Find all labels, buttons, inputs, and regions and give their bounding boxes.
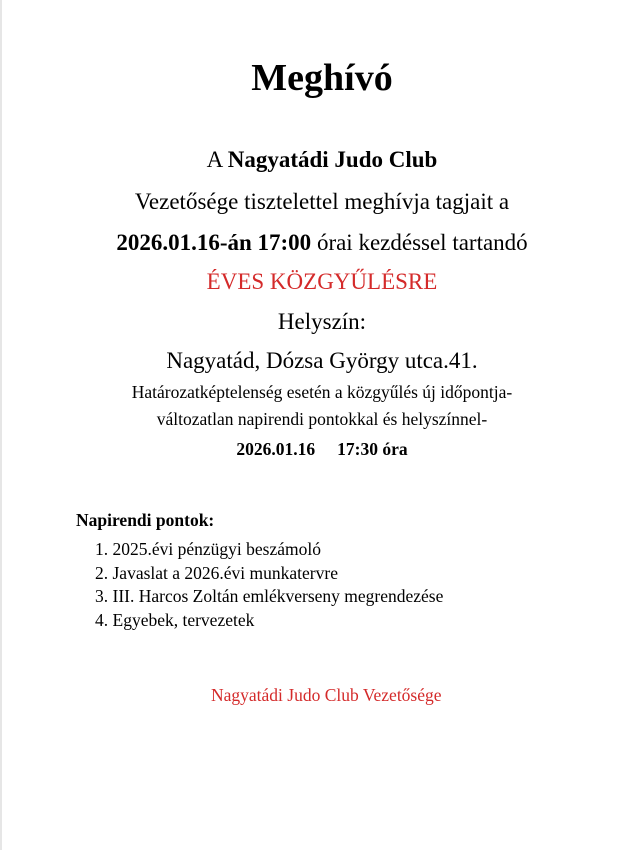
agenda-item-2: 2. Javaslat a 2026.évi munkatervre — [95, 562, 338, 583]
invitation-line-2: Vezetősége tisztelettel meghívja tagjait a — [134, 189, 510, 214]
fallback-date: 2026.01.16 — [236, 439, 316, 459]
fallback-datetime — [0, 439, 644, 460]
fallback-line-2: változatlan napirendi pontokkal és helyszínnel- — [156, 409, 488, 429]
invitation-line-3 — [0, 230, 644, 256]
meeting-datetime: 2026.01.16-án 17:00 — [116, 230, 312, 255]
invitation-line-3-suffix: órai kezdéssel tartandó — [311, 230, 528, 255]
fallback-line-1: Határozatképtelenség esetén a közgyűlés új időpontja- — [131, 382, 513, 402]
fallback-time: 17:30 óra — [337, 439, 408, 459]
agenda-item-4: 4. Egyebek, tervezetek — [95, 609, 255, 630]
location-label: Helyszín: — [277, 309, 367, 334]
signature: Nagyatádi Judo Club Vezetősége — [211, 685, 442, 705]
location-address: Nagyatád, Dózsa György utca.41. — [166, 348, 478, 373]
invitation-line-1 — [0, 147, 644, 173]
agenda-item-3: 3. III. Harcos Zoltán emlékverseny megrendezése — [95, 586, 444, 606]
agenda-item-1: 1. 2025.évi pénzügyi beszámoló — [95, 539, 321, 559]
document-title: Meghívó — [251, 57, 393, 99]
event-name: ÉVES KÖZGYŰLÉSRE — [206, 269, 438, 294]
invitation-prefix: A — [206, 147, 228, 172]
agenda-list — [95, 538, 443, 632]
club-name: Nagyatádi Judo Club — [227, 147, 438, 172]
agenda-heading: Napirendi pontok: — [76, 510, 215, 530]
